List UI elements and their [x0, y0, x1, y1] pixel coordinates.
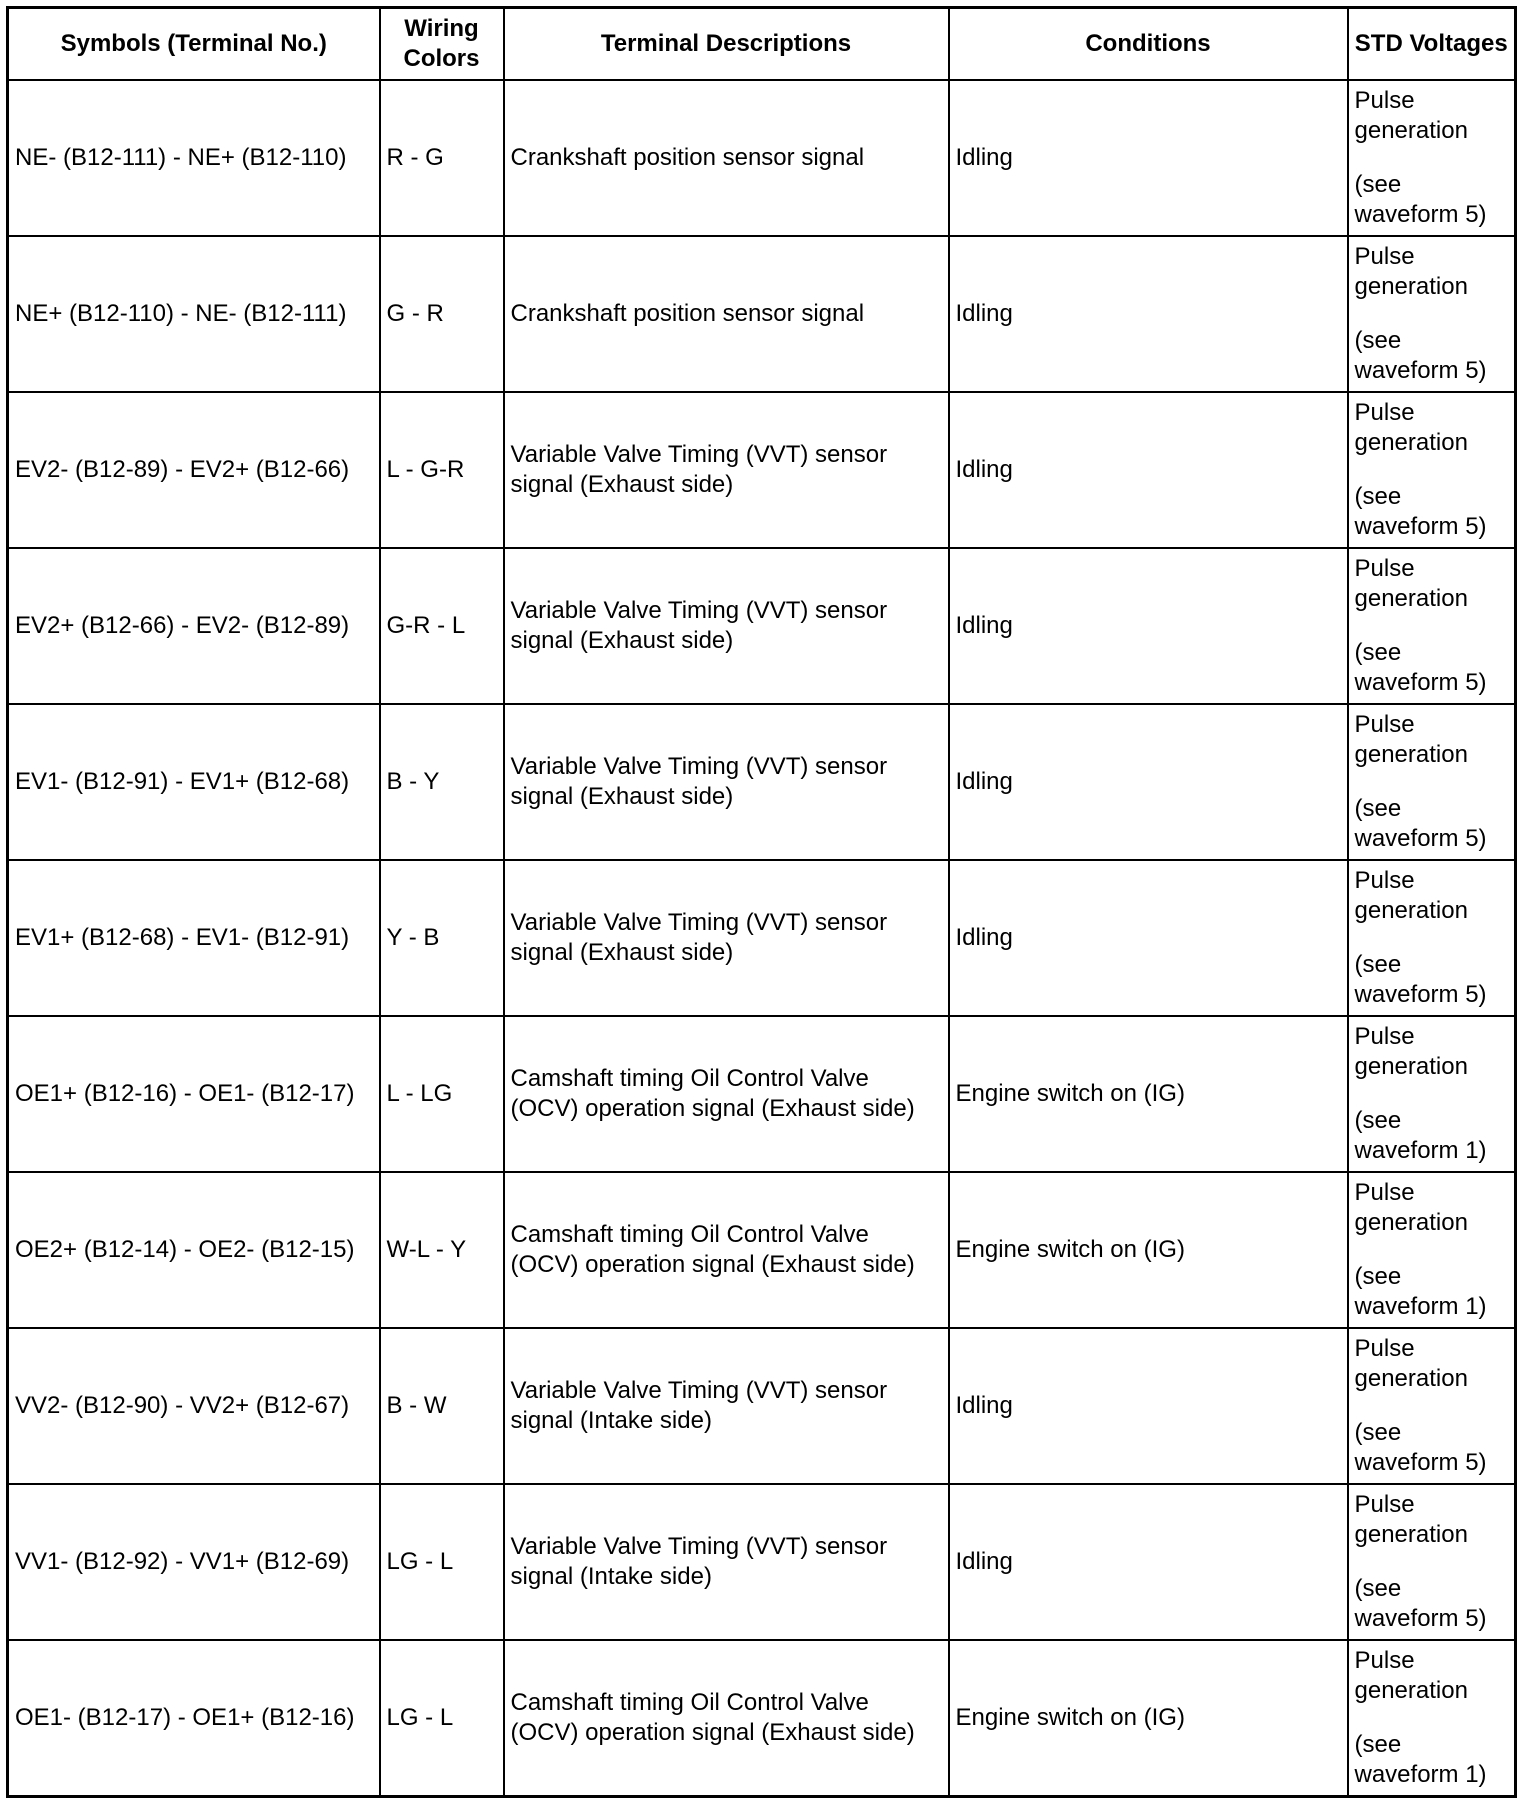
std-spacer [1355, 614, 1509, 638]
table-row [8, 1328, 1516, 1484]
std-voltage-reference: (see waveform 5) [1354, 1419, 1487, 1476]
header-terminal-descriptions: Terminal Descriptions [504, 8, 949, 81]
std-voltage-reference: (see waveform 1) [1354, 1731, 1487, 1788]
cell-condition: Idling [949, 392, 1348, 548]
std-spacer [1355, 1550, 1509, 1574]
cell-terminal-description: Variable Valve Timing (VVT) sensor signal (Intake side) [504, 1328, 949, 1484]
cell-std-voltage [1348, 1640, 1516, 1797]
cell-symbols: EV2- (B12-89) - EV2+ (B12-66) [8, 392, 380, 548]
std-voltage-value: Pulse generation [1354, 399, 1468, 456]
cell-symbols: EV2+ (B12-66) - EV2- (B12-89) [8, 548, 380, 704]
cell-std-voltage [1348, 1328, 1516, 1484]
std-voltage-value: Pulse generation [1354, 243, 1468, 300]
cell-std-voltage [1348, 80, 1516, 236]
cell-symbols: EV1- (B12-91) - EV1+ (B12-68) [8, 704, 380, 860]
cell-terminal-description: Camshaft timing Oil Control Valve (OCV) operation signal (Exhaust side) [504, 1172, 949, 1328]
table-row [8, 236, 1516, 392]
std-voltage-reference: (see waveform 1) [1354, 1263, 1487, 1320]
std-voltage-reference: (see waveform 5) [1354, 483, 1487, 540]
std-spacer [1355, 302, 1509, 326]
header-symbols: Symbols (Terminal No.) [8, 8, 380, 81]
cell-std-voltage [1348, 860, 1516, 1016]
cell-terminal-description: Variable Valve Timing (VVT) sensor signal (Exhaust side) [504, 548, 949, 704]
terminal-table [6, 6, 1517, 1798]
cell-symbols: OE2+ (B12-14) - OE2- (B12-15) [8, 1172, 380, 1328]
cell-terminal-description: Variable Valve Timing (VVT) sensor signal (Exhaust side) [504, 704, 949, 860]
std-spacer [1355, 1238, 1509, 1262]
cell-symbols: VV1- (B12-92) - VV1+ (B12-69) [8, 1484, 380, 1640]
cell-std-voltage [1348, 704, 1516, 860]
cell-symbols: OE1+ (B12-16) - OE1- (B12-17) [8, 1016, 380, 1172]
table-row [8, 860, 1516, 1016]
cell-terminal-description: Crankshaft position sensor signal [504, 236, 949, 392]
std-spacer [1355, 1394, 1509, 1418]
table-row [8, 1640, 1516, 1797]
cell-terminal-description: Variable Valve Timing (VVT) sensor signal (Exhaust side) [504, 392, 949, 548]
std-voltage-value: Pulse generation [1354, 555, 1468, 612]
cell-wiring-colors: Y - B [380, 860, 504, 1016]
cell-std-voltage [1348, 392, 1516, 548]
cell-wiring-colors: G-R - L [380, 548, 504, 704]
std-spacer [1355, 770, 1509, 794]
cell-condition: Idling [949, 1328, 1348, 1484]
cell-wiring-colors: W-L - Y [380, 1172, 504, 1328]
std-voltage-value: Pulse generation [1354, 711, 1468, 768]
cell-terminal-description: Variable Valve Timing (VVT) sensor signal (Intake side) [504, 1484, 949, 1640]
std-voltage-reference: (see waveform 5) [1354, 327, 1487, 384]
std-voltage-value: Pulse generation [1354, 1179, 1468, 1236]
cell-terminal-description: Camshaft timing Oil Control Valve (OCV) operation signal (Exhaust side) [504, 1640, 949, 1797]
std-spacer [1355, 926, 1509, 950]
cell-wiring-colors: R - G [380, 80, 504, 236]
cell-condition: Idling [949, 548, 1348, 704]
cell-condition: Engine switch on (IG) [949, 1016, 1348, 1172]
cell-std-voltage [1348, 548, 1516, 704]
cell-terminal-description: Variable Valve Timing (VVT) sensor signal (Exhaust side) [504, 860, 949, 1016]
cell-condition: Idling [949, 80, 1348, 236]
cell-terminal-description: Camshaft timing Oil Control Valve (OCV) operation signal (Exhaust side) [504, 1016, 949, 1172]
cell-condition: Idling [949, 704, 1348, 860]
std-voltage-reference: (see waveform 5) [1354, 1575, 1487, 1632]
cell-terminal-description: Crankshaft position sensor signal [504, 80, 949, 236]
cell-wiring-colors: LG - L [380, 1640, 504, 1797]
cell-symbols: OE1- (B12-17) - OE1+ (B12-16) [8, 1640, 380, 1797]
table-body [8, 80, 1516, 1797]
cell-std-voltage [1348, 1484, 1516, 1640]
std-voltage-reference: (see waveform 5) [1354, 639, 1487, 696]
cell-symbols: NE- (B12-111) - NE+ (B12-110) [8, 80, 380, 236]
std-voltage-value: Pulse generation [1354, 1023, 1468, 1080]
std-voltage-reference: (see waveform 5) [1354, 951, 1487, 1008]
table-row [8, 704, 1516, 860]
cell-wiring-colors: LG - L [380, 1484, 504, 1640]
cell-condition: Idling [949, 860, 1348, 1016]
cell-std-voltage [1348, 1172, 1516, 1328]
cell-std-voltage [1348, 236, 1516, 392]
cell-wiring-colors: L - LG [380, 1016, 504, 1172]
header-std-voltages: STD Voltages [1348, 8, 1516, 81]
cell-condition: Engine switch on (IG) [949, 1172, 1348, 1328]
table-row [8, 392, 1516, 548]
std-voltage-value: Pulse generation [1354, 87, 1468, 144]
cell-condition: Idling [949, 1484, 1348, 1640]
table-row [8, 80, 1516, 236]
header-conditions: Conditions [949, 8, 1348, 81]
std-spacer [1355, 1706, 1509, 1730]
table-row [8, 548, 1516, 704]
std-spacer [1355, 146, 1509, 170]
std-spacer [1355, 458, 1509, 482]
std-spacer [1355, 1082, 1509, 1106]
cell-wiring-colors: B - Y [380, 704, 504, 860]
cell-wiring-colors: B - W [380, 1328, 504, 1484]
header-wiring-colors: Wiring Colors [380, 8, 504, 81]
std-voltage-value: Pulse generation [1354, 1647, 1468, 1704]
std-voltage-value: Pulse generation [1354, 1491, 1468, 1548]
cell-symbols: EV1+ (B12-68) - EV1- (B12-91) [8, 860, 380, 1016]
std-voltage-reference: (see waveform 5) [1354, 171, 1487, 228]
cell-symbols: NE+ (B12-110) - NE- (B12-111) [8, 236, 380, 392]
table-row [8, 1484, 1516, 1640]
cell-std-voltage [1348, 1016, 1516, 1172]
cell-condition: Idling [949, 236, 1348, 392]
cell-symbols: VV2- (B12-90) - VV2+ (B12-67) [8, 1328, 380, 1484]
table-row [8, 1172, 1516, 1328]
cell-wiring-colors: G - R [380, 236, 504, 392]
terminal-table-container [6, 6, 1517, 1798]
std-voltage-value: Pulse generation [1354, 867, 1468, 924]
table-header-row [8, 8, 1516, 81]
cell-condition: Engine switch on (IG) [949, 1640, 1348, 1797]
std-voltage-value: Pulse generation [1354, 1335, 1468, 1392]
cell-wiring-colors: L - G-R [380, 392, 504, 548]
std-voltage-reference: (see waveform 1) [1354, 1107, 1487, 1164]
std-voltage-reference: (see waveform 5) [1354, 795, 1487, 852]
table-row [8, 1016, 1516, 1172]
